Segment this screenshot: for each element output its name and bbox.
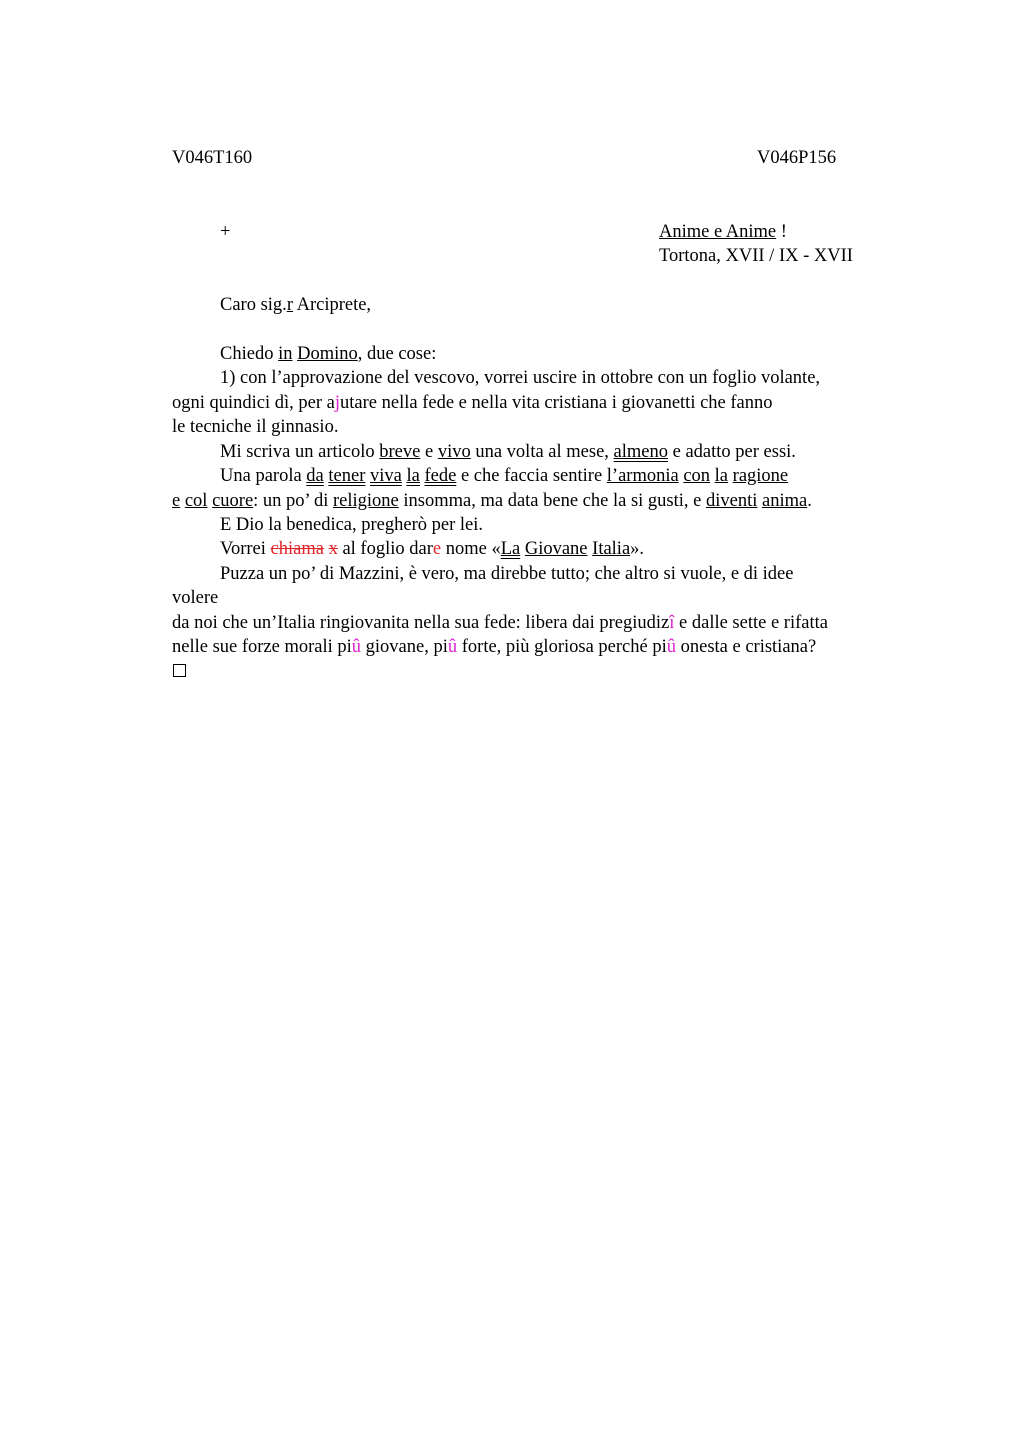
text-run: Mi scriva un articolo: [220, 442, 380, 462]
inserted-letter: e: [432, 539, 442, 559]
motto: [659, 220, 787, 244]
underlined-word: con: [683, 466, 711, 486]
body-line-10: Puzza un po’ di Mazzini, è vero, ma direbbe tutto; che altro si vuole, e di idee: [220, 564, 794, 584]
double-underlined-word: fede: [424, 466, 457, 486]
double-underlined-word: tener: [328, 466, 366, 486]
text-run: .: [807, 491, 812, 511]
text-run: e: [420, 442, 438, 462]
text-run: forte, più gloriosa perché pi: [457, 637, 667, 657]
text-run: Una parola: [220, 466, 307, 486]
body-line-9: [220, 537, 644, 561]
text-run: e dalle sette e rifatta: [674, 613, 828, 633]
text-run: utare nella fede e nella vita cristiana i giovanetti che fanno: [340, 393, 773, 413]
motto-exclamation: !: [776, 222, 787, 242]
end-square-mark: [173, 664, 186, 677]
double-underlined-word: da: [306, 466, 324, 486]
cross-mark: +: [220, 222, 231, 242]
correction-letter: û: [447, 637, 458, 657]
underlined-word: diventi: [706, 491, 758, 511]
underlined-word: anima: [762, 491, 808, 511]
text-run: Vorrei: [220, 539, 271, 559]
underlined-word: e: [172, 491, 181, 511]
text-run: : un po’ di: [253, 491, 333, 511]
body-line-3: [172, 391, 773, 415]
deleted-word: x: [328, 539, 338, 559]
text-run: Chiedo: [220, 344, 279, 364]
underlined-word: cuore: [212, 491, 254, 511]
body-line-11: volere: [172, 588, 219, 608]
body-line-7: [172, 489, 812, 513]
text-run: ogni quindici dì, per a: [172, 393, 335, 413]
underlined-word: col: [184, 491, 208, 511]
text-run: , due cose:: [357, 344, 437, 364]
underlined-word: religione: [333, 491, 399, 511]
text-run: e che faccia sentire: [456, 466, 607, 486]
document-code-left: V046T160: [172, 148, 253, 168]
text-run: insomma, ma data bene che la si gusti, e: [398, 491, 706, 511]
double-underlined-word: almeno: [613, 442, 668, 462]
body-line-6: [220, 464, 788, 488]
text-run: una volta al mese,: [470, 442, 614, 462]
place-date: Tortona, XVII / IX - XVII: [659, 246, 853, 266]
text-run: onesta e cristiana?: [675, 637, 817, 657]
text-run: al foglio dar: [337, 539, 433, 559]
salutation-part: Arciprete,: [292, 295, 372, 315]
body-line-8: E Dio la benedica, pregherò per lei.: [220, 515, 483, 535]
deleted-word: chiama: [270, 539, 324, 559]
text-run: nelle sue forze morali pi: [172, 637, 352, 657]
underlined-word: l’armonia: [606, 466, 679, 486]
double-underlined-word: La: [500, 539, 521, 559]
text-run: ».: [630, 539, 645, 559]
correction-letter: û: [666, 637, 676, 657]
double-underlined-word: la: [406, 466, 420, 486]
underlined-word: Domino: [297, 344, 358, 364]
underlined-word: ragione: [732, 466, 789, 486]
correction-letter: û: [351, 637, 362, 657]
correction-letter: j: [334, 393, 341, 413]
text-run: nome «: [441, 539, 501, 559]
underlined-word: vivo: [437, 442, 471, 462]
salutation: [220, 293, 371, 317]
document-code-right: V046P156: [757, 148, 837, 168]
underlined-word: breve: [379, 442, 421, 462]
body-line-1: [220, 342, 436, 366]
motto-text: Anime e Anime: [659, 222, 777, 242]
text-run: giovane, pi: [361, 637, 448, 657]
underlined-word: in: [278, 344, 293, 364]
underlined-word: la: [714, 466, 729, 486]
underlined-word: Italia: [592, 539, 631, 559]
body-line-5: [220, 440, 796, 464]
double-underlined-word: viva: [370, 466, 402, 486]
body-line-12: [172, 611, 828, 635]
correction-letter: î: [669, 613, 675, 633]
salutation-part: Caro sig.: [220, 295, 287, 315]
text-run: da noi che un’Italia ringiovanita nella sua fede: libera dai pregiudiz: [172, 613, 670, 633]
text-run: e adatto per essi.: [668, 442, 796, 462]
underlined-word: Giovane: [524, 539, 588, 559]
body-line-2: 1) con l’approvazione del vescovo, vorrei uscire in ottobre con un foglio volante,: [220, 368, 821, 388]
salutation-part: r: [286, 295, 293, 315]
body-line-13: [172, 635, 816, 659]
body-line-4: le tecniche il ginnasio.: [172, 417, 339, 437]
